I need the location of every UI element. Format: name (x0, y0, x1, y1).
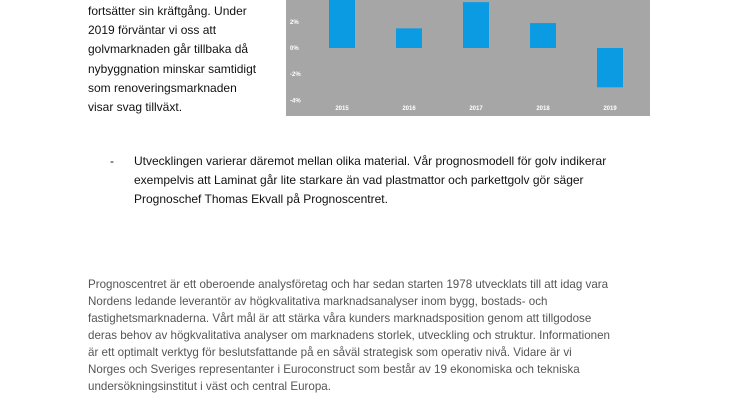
about-line: Norges och Sveriges representanter i Euroconstruct som består av 19 ekonomiska och tekniska (88, 363, 580, 376)
left-paragraph-line: nybyggnation minskar samtidigt (88, 61, 257, 76)
y-tick-label: -4% (290, 98, 301, 105)
x-tick-label: 2015 (335, 106, 349, 112)
y-tick-label: 0% (290, 46, 299, 52)
x-tick-label: 2019 (603, 106, 617, 112)
bar-chart-svg (286, 0, 650, 116)
x-tick-label: 2018 (536, 106, 550, 112)
bar-2015 (329, 0, 355, 48)
about-line: deras behov av högkvalitativa analyser om marknadens storlek, utveckling och struktur. Informationen (88, 329, 610, 342)
left-paragraph-line: fortsätter sin kräftgång. Under (88, 4, 247, 18)
bar-2017 (463, 2, 489, 48)
x-tick-label: 2016 (402, 106, 416, 112)
bar-chart (286, 0, 650, 116)
bullet-dash: - (110, 154, 114, 168)
about-paragraph (88, 276, 668, 395)
y-tick-label: -2% (290, 72, 301, 79)
bar-2016 (396, 28, 422, 48)
x-tick-label: 2017 (469, 106, 483, 112)
left-paragraph (88, 2, 278, 117)
bullet-line: Prognoschef Thomas Ekvall på Prognoscentret. (134, 192, 388, 206)
y-tick-label: 2% (290, 19, 299, 26)
left-paragraph-line: som renoveringsmarknaden (88, 80, 237, 95)
about-line: Nordens ledande leverantör av högkvalitativa marknadsanalyser inom bygg, bostads- och (88, 295, 548, 308)
about-line: undersökningsinstitut i väst och central Europa. (88, 380, 331, 393)
bar-2019 (597, 48, 623, 87)
left-paragraph-line: visar svag tillväxt. (88, 100, 183, 115)
about-line: Prognoscentret är ett oberoende analysföretag och har sedan starten 1978 utvecklats till att idag vara (88, 278, 609, 291)
bullet-line: exempelvis att Laminat går lite starkare än vad plastmattor och parkettgolv gör säger (134, 173, 584, 187)
about-line: är ett optimalt verktyg för beslutsfattande på en såväl strategisk som operativ nivå. Vidare är vi (88, 346, 572, 359)
left-paragraph-line: 2019 förväntar vi oss att (88, 23, 217, 38)
left-paragraph-line: golvmarknaden går tillbaka då (88, 42, 249, 57)
bullet-line: Utvecklingen varierar däremot mellan olika material. Vår prognosmodell för golv indikerar (134, 154, 607, 168)
about-line: fastighetsmarknaderna. Vårt mål är att stärka våra kunders marknadsposition genom att tillgodose (88, 312, 592, 325)
bar-2018 (530, 23, 556, 48)
bullet-text (134, 152, 714, 209)
